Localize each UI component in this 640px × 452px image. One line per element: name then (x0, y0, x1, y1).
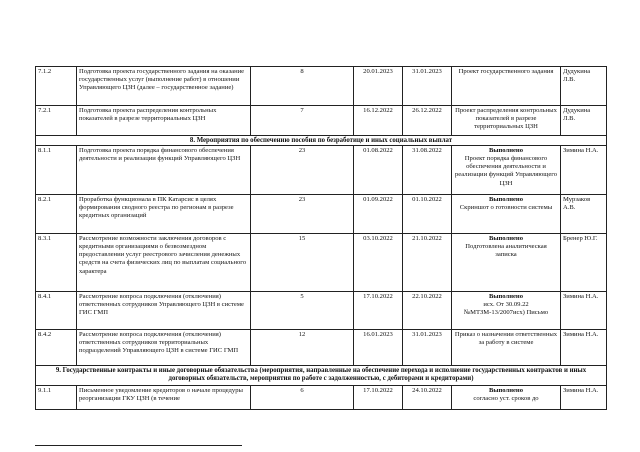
start-date-cell: 17.10.2022 (354, 292, 403, 330)
duration-cell: 7 (251, 106, 354, 136)
table-row (36, 106, 607, 136)
result-cell (452, 234, 561, 292)
duration-cell: 6 (251, 386, 354, 410)
result-text: Проект распределения контрольных показателей в разрезе территориальных ЦЗН (455, 106, 557, 130)
result-status: Выполнено (488, 234, 524, 242)
result-text: исх. От 30.09.22 №МТЗМ-13/2007исх) Письмо (463, 300, 549, 317)
responsible-cell: Зимина Н.А. (561, 330, 607, 366)
result-text: Скриншот о готовности системы (459, 203, 553, 211)
start-date-cell: 03.10.2022 (354, 234, 403, 292)
end-date-cell: 26.12.2022 (403, 106, 452, 136)
end-date-cell: 01.10.2022 (403, 195, 452, 234)
section-title: 8. Мероприятия по обеспечению пособия по безработице и иных социальных выплат (36, 136, 607, 146)
start-date-cell: 17.10.2022 (354, 386, 403, 410)
table-row (36, 292, 607, 330)
result-status: Выполнено (488, 386, 524, 394)
result-text: Приказ о назначении ответственных за работу в системе (454, 330, 558, 346)
result-cell (452, 106, 561, 136)
section-row (36, 366, 607, 386)
table-row (36, 234, 607, 292)
start-date-cell: 01.08.2022 (354, 146, 403, 195)
result-status: Выполнено (488, 292, 524, 300)
task-cell: Проработка функционала в ПК Катарсис в целях формирования сводного реестра по регионам в разрезе кредитных организаций (77, 195, 251, 234)
end-date-cell: 21.10.2022 (403, 234, 452, 292)
task-cell: Письменное уведомление кредиторов о начале процедуры реорганизации ГКУ ЦЗН (в течение (77, 386, 251, 410)
section-row (36, 136, 607, 146)
start-date-cell: 20.01.2023 (354, 67, 403, 106)
responsible-cell: Мурзаков А.В. (561, 195, 607, 234)
plan-table (35, 66, 607, 410)
start-date-cell: 16.01.2023 (354, 330, 403, 366)
result-cell (452, 292, 561, 330)
result-cell (452, 330, 561, 366)
result-text: Проект порядка финансового обеспечения деятельности и реализации функций Управляющего ЦЗН (454, 154, 558, 187)
start-date-cell: 16.12.2022 (354, 106, 403, 136)
task-cell: Подготовка проекта распределения контрольных показателей в разрезе территориальных ЦЗН (77, 106, 251, 136)
result-cell (452, 146, 561, 195)
table-row (36, 386, 607, 410)
table-row (36, 67, 607, 106)
table-row (36, 195, 607, 234)
row-number: 8.4.2 (36, 330, 77, 366)
responsible-cell: Зимина Н.А. (561, 292, 607, 330)
footnote-divider (35, 445, 242, 446)
responsible-cell: Зимина Н.А. (561, 146, 607, 195)
responsible-cell: Дудукина Л.В. (561, 67, 607, 106)
duration-cell: 23 (251, 195, 354, 234)
end-date-cell: 24.10.2022 (403, 386, 452, 410)
result-cell (452, 195, 561, 234)
responsible-cell: Бренер Ю.Г. (561, 234, 607, 292)
row-number: 8.1.1 (36, 146, 77, 195)
duration-cell: 15 (251, 234, 354, 292)
row-number: 7.1.2 (36, 67, 77, 106)
end-date-cell: 31.01.2023 (403, 330, 452, 366)
result-status: Выполнено (488, 146, 524, 154)
row-number: 8.2.1 (36, 195, 77, 234)
duration-cell: 12 (251, 330, 354, 366)
row-number: 9.1.1 (36, 386, 77, 410)
row-number: 8.3.1 (36, 234, 77, 292)
duration-cell: 8 (251, 67, 354, 106)
section-title: 9. Государственные контракты и иные договорные обязательства (мероприятия, направленные на обеспечение перехода и исполнение государственных контрактов и иных договорных обязательств, мероприятия по работе с задолженностью, с дебиторами и кредиторами) (36, 366, 607, 386)
duration-cell: 5 (251, 292, 354, 330)
duration-cell: 23 (251, 146, 354, 195)
result-text: Подготовлена аналитическая записка (465, 242, 547, 259)
end-date-cell: 31.08.2022 (403, 146, 452, 195)
result-status: Выполнено (488, 195, 524, 203)
task-cell: Рассмотрение возможности заключения договоров с кредитными организациями о безвозмездном предоставлении услуг реестрового зачисления денежных средств на счета физических лиц по выплатам социального характера (77, 234, 251, 292)
result-text: Проект государственного задания (458, 67, 554, 75)
start-date-cell: 01.09.2022 (354, 195, 403, 234)
task-cell: Подготовка проекта порядка финансового обеспечения деятельности и реализации функций Управляющего ЦЗН (77, 146, 251, 195)
row-number: 8.4.1 (36, 292, 77, 330)
responsible-cell: Дудукина Л.В. (561, 106, 607, 136)
responsible-cell: Зимина Н.А. (561, 386, 607, 410)
task-cell: Подготовка проекта государственного задания на оказание государственных услуг (выполнение работ) в отношении Управляющего ЦЗН (далее – государственное задание) (77, 67, 251, 106)
end-date-cell: 31.01.2023 (403, 67, 452, 106)
task-cell: Рассмотрение вопроса подключения (отключения) ответственных сотрудников территориальных подразделений Управляющего ЦЗН в системе ГИС ГМП (77, 330, 251, 366)
end-date-cell: 22.10.2022 (403, 292, 452, 330)
result-cell (452, 386, 561, 410)
task-cell: Рассмотрение вопроса подключения (отключения) ответственных сотрудников Управляющего ЦЗН в системе ГИС ГМП (77, 292, 251, 330)
row-number: 7.2.1 (36, 106, 77, 136)
table-row (36, 330, 607, 366)
result-text: согласно уст. сроков до (473, 394, 539, 402)
table-row (36, 146, 607, 195)
result-cell (452, 67, 561, 106)
